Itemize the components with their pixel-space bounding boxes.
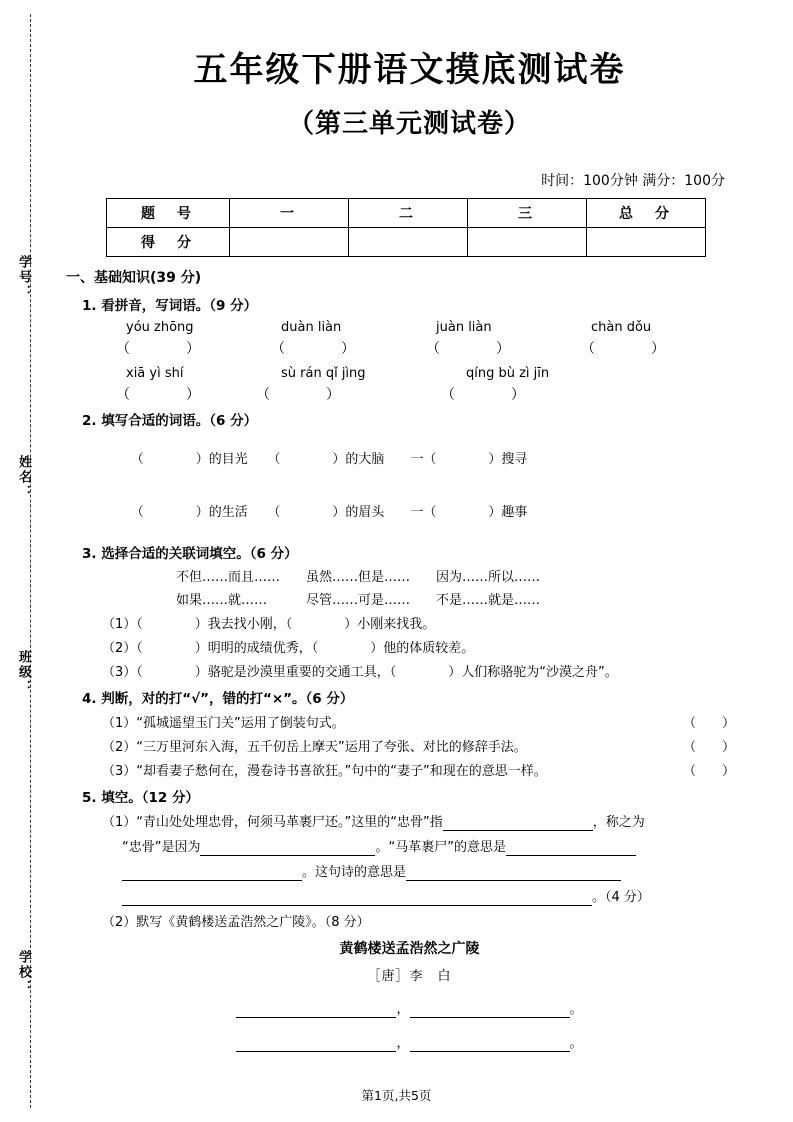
answer-underline[interactable] [410,1036,570,1052]
question-5-line-5: （2）默写《黄鹤楼送孟浩然之广陵》。（8 分） [102,915,370,930]
question-5-line-3[interactable] [122,861,753,881]
pinyin-text: juàn liàn [436,320,492,335]
question-1-answer-row-2[interactable] [96,384,753,402]
pinyin-text: sù rán qǐ jìng [281,366,366,381]
answer-underline[interactable] [506,840,636,856]
poem-comma: ， [396,1036,410,1051]
question-1-answer-row-1[interactable] [96,338,753,356]
question-3-label: 3. 选择合适的关联词填空。（6 分） [82,546,298,562]
question-3-item-2[interactable]: （2）（ ）明明的成绩优秀，（ ）他的体质较差。 [102,641,475,656]
answer-underline[interactable] [236,1036,396,1052]
answer-paren[interactable]: （ ） [256,387,340,403]
pinyin-text: chàn dǒu [591,320,652,335]
answer-paren[interactable]: （ ） [271,341,355,357]
score-input-cell[interactable] [587,228,706,257]
exam-content [66,20,753,1052]
answer-underline[interactable] [200,840,375,856]
fill-blank-item[interactable]: 一（ ）搜寻 [410,452,528,467]
question-3-conjunctions-row-1: 不但……而且…… 虽然……但是…… 因为……所以…… [176,570,541,585]
pinyin-text: duàn liàn [281,320,342,335]
table-row [107,228,706,257]
question-3-conjunctions-row-2: 如果……就…… 尽管……可是…… 不是……就是…… [176,593,541,608]
score-table-cell: 二 [349,199,468,228]
answer-underline[interactable] [122,890,592,906]
poem-period: 。 [569,1036,583,1051]
page-title: 五年级下册语文摸底测试卷 [193,50,626,90]
answer-paren[interactable]: （ ） [116,387,200,403]
page-subtitle: （第三单元测试卷） [287,109,531,139]
judge-mark-box[interactable]: （ ） [682,716,735,731]
question-5-text-c: “忠骨”是因为 [122,840,201,855]
table-row [107,199,706,228]
time-score-info: 时间：100分钟 满分：100分 [541,173,725,189]
pinyin-text: qíng bù zì jīn [466,366,550,381]
question-3-item-1[interactable]: （1）（ ）我去找小刚，（ ）小刚来找我。 [102,617,436,632]
score-input-cell[interactable] [349,228,468,257]
question-5-text-b: ，称之为 [592,815,645,830]
question-4-label: 4. 判断，对的打“√”，错的打“×”。（6 分） [82,691,354,707]
side-label-student-id: 学号： [16,255,31,300]
question-3-item-3[interactable]: （3）（ ）骆驼是沙漠里重要的交通工具，（ ）人们称骆驼为“沙漠之舟”。 [102,665,618,680]
judge-mark-box[interactable]: （ ） [682,764,735,779]
cut-line [30,14,31,1108]
question-4-item-1[interactable] [102,712,753,731]
question-1-label: 1. 看拼音，写词语。（9 分） [82,298,258,314]
answer-underline[interactable] [122,865,302,881]
question-2-row-2[interactable] [106,486,753,535]
poem-comma: ， [396,1002,410,1017]
answer-paren[interactable]: （ ） [441,387,525,403]
score-table-cell: 三 [468,199,587,228]
fill-blank-item[interactable]: （ ）的眉头 [273,505,385,520]
fill-blank-item[interactable]: （ ）的生活 [130,505,248,520]
question-5-text-d: 。“马革裹尸”的意思是 [375,840,506,855]
answer-paren[interactable]: （ ） [116,341,200,357]
question-1-pinyin-row-2 [106,366,753,384]
score-table-cell: 一 [230,199,349,228]
section-1-title: 一、基础知识(39 分) [66,270,202,286]
side-label-class: 班级： [16,650,31,695]
question-5-text-e: 。这句诗的意思是 [302,865,407,880]
question-5-text-a: （1）“青山处处埋忠骨，何须马革裹尸还。”这里的“忠骨”指 [102,815,443,830]
score-input-cell[interactable] [230,228,349,257]
fill-blank-item[interactable]: （ ）的大脑 [273,452,385,467]
question-1-pinyin-row-1 [106,320,753,338]
pinyin-text: xiā yì shí [126,366,184,381]
question-4-item-1-text: （1）“孤城遥望玉门关”运用了倒装句式。 [102,716,345,731]
answer-paren[interactable]: （ ） [581,341,665,357]
fill-blank-item[interactable]: 一（ ）趣事 [410,505,528,520]
answer-paren[interactable]: （ ） [426,341,510,357]
question-2-row-1[interactable] [106,433,753,482]
score-input-cell[interactable] [468,228,587,257]
question-4-item-2-text: （2）“三万里河东入海，五千仞岳上摩天”运用了夸张、对比的修辞手法。 [102,740,527,755]
poem-answer-line-2[interactable] [66,1032,753,1052]
score-table-cell: 得 分 [107,228,230,257]
question-5-label: 5. 填空。（12 分） [82,790,199,806]
fill-blank-item[interactable]: （ ）的目光 [130,452,248,467]
question-4-item-3[interactable] [102,760,753,779]
poem-answer-line-1[interactable] [66,998,753,1018]
side-label-school: 学校： [16,950,31,995]
question-2-label: 2. 填写合适的词语。（6 分） [82,413,258,429]
answer-underline[interactable] [410,1002,570,1018]
question-5-line-2[interactable] [122,836,753,856]
question-5-line-4[interactable] [122,886,753,906]
poem-period: 。 [569,1002,583,1017]
question-4-item-3-text: （3）“却看妻子愁何在，漫卷诗书喜欲狂。”句中的“妻子”和现在的意思一样。 [102,764,547,779]
side-label-name: 姓名： [16,455,31,500]
page-footer: 第1页,共5页 [361,1088,432,1103]
answer-underline[interactable] [443,815,593,831]
answer-underline[interactable] [236,1002,396,1018]
question-5-text-f: 。（4 分） [592,890,650,905]
score-table [106,198,706,257]
pinyin-text: yóu zhōng [126,320,194,335]
answer-underline[interactable] [406,865,621,881]
poem-title: 黄鹤楼送孟浩然之广陵 [339,941,480,957]
score-table-cell: 总 分 [587,199,706,228]
score-table-cell: 题 号 [107,199,230,228]
poem-author: ［唐］李 白 [367,969,452,984]
question-4-item-2[interactable] [102,736,753,755]
judge-mark-box[interactable]: （ ） [682,740,735,755]
question-5-line-1[interactable] [102,811,753,831]
